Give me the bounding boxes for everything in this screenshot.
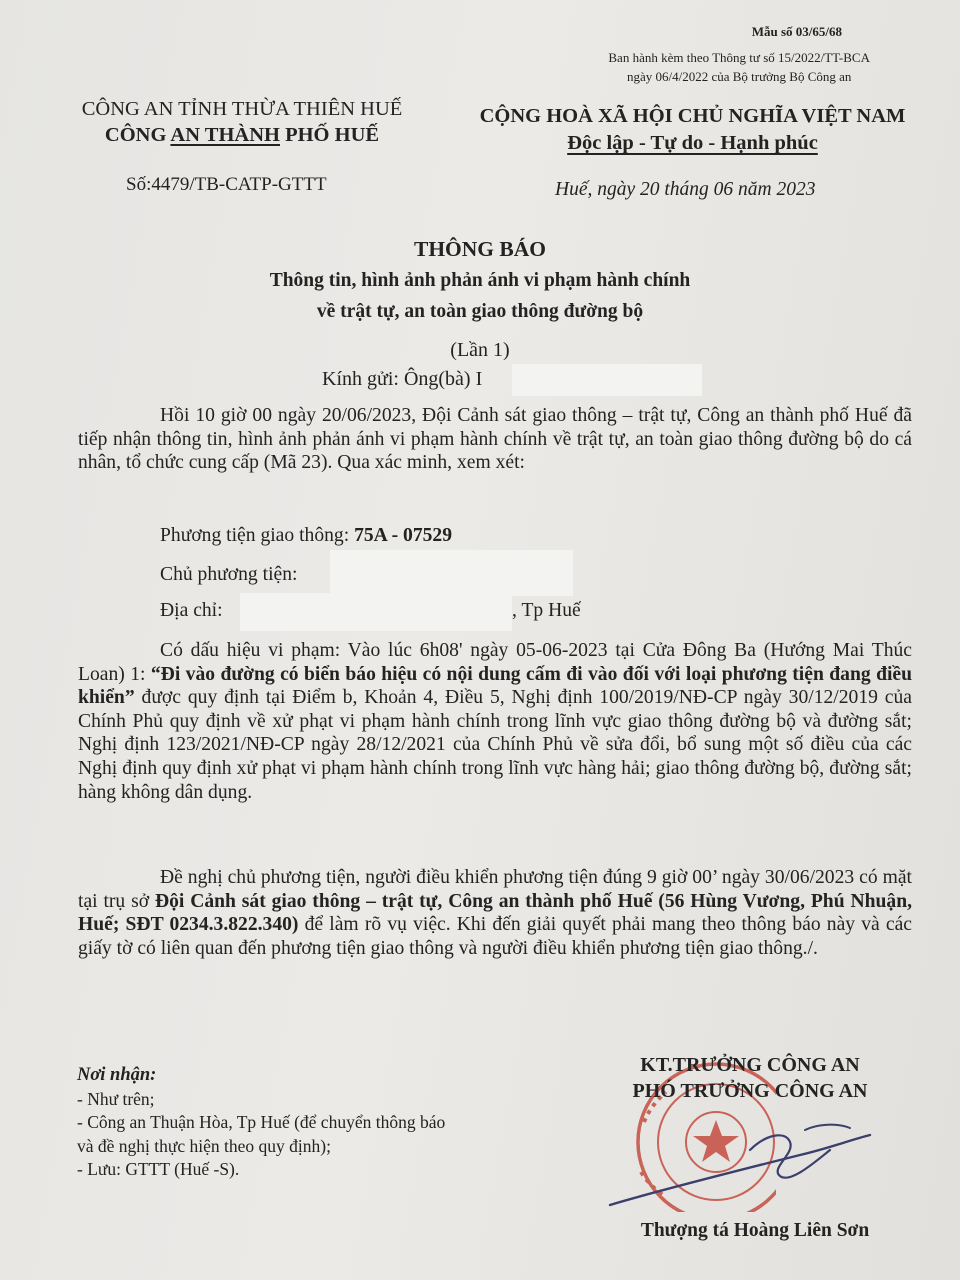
place-date: Huế, ngày 20 tháng 06 năm 2023 [555,179,816,200]
document-title: THÔNG BÁO [413,237,546,261]
recipient-item: - Lưu: GTTT (Huế -S). [77,1159,240,1179]
address-label: Địa chỉ: [160,600,223,621]
issued-with: Ban hành kèm theo Thông tư số 15/2022/TT-BCA [608,50,870,65]
redacted-address [240,593,512,631]
paragraph-violation: Có dấu hiệu vi phạm: Vào lúc 6h08' ngày 05-06-2023 tại Cửa Đông Ba (Hướng Mai Thúc Loan) 1: “Đi vào đường có biển báo hiệu có nội dung cấm đi vào đối với loại phương tiện đang điều khiển” được quy định tại Điểm b, Khoản 4, Điều 5, Nghị định 100/2019/NĐ-CP ngày 30/12/2019 của Chính Phủ quy định về xử phạt vi phạm hành chính trong lĩnh vực giao thông đường bộ và đường sắt; Nghị định 123/2021/NĐ-CP ngày 28/12/2021 của Chính Phủ về sửa đổi, bổ sung một số điều của các Nghị định quy định xử phạt vi phạm hành chính trong lĩnh vực hàng hải; giao thông đường bộ, đường sắt; hàng không dân dụng. [78,640,913,803]
nation-name: CỘNG HOÀ XÃ HỘI CHỦ NGHĨA VIỆT NAM [479,105,906,127]
document-heading [0,233,960,327]
signer-line-2: PHÓ TRƯỞNG CÔNG AN [632,1080,868,1102]
document-subtitle-1: Thông tin, hình ảnh phản ánh vi phạm hành chính [269,270,691,291]
national-title [450,103,935,157]
signer-line-1: KT.TRƯỞNG CÔNG AN [640,1054,860,1076]
agency-name: CÔNG AN THÀNH PHỐ HUẾ [104,124,380,146]
vehicle-plate: 75A - 07529 [354,525,453,546]
address-line [160,600,223,622]
violation-description: “Đi vào đường có biển báo hiệu có nội dung cấm đi vào đối với loại phương tiện đang điều khiển” [78,663,913,709]
vehicle-line [160,525,452,547]
owner-label: Chủ phương tiện: [160,564,298,585]
signer-title [580,1052,920,1104]
issued-date: ngày 06/4/2022 của Bộ trưởng Bộ Công an [626,69,852,84]
office-address: Đội Cảnh sát giao thông – trật tự, Công an thành phố Huế (56 Hùng Vương, Phú Nhuận, Huế; SĐT 0234.3.822.340) [78,890,912,936]
redacted-name [512,364,702,396]
recipient-item: - Như trên; [77,1088,155,1109]
recipients-block [77,1064,457,1182]
address-suffix: , Tp Huế [512,600,581,621]
owner-line [160,564,297,586]
document-number: Số:4479/TB-CATP-GTTT [126,174,327,195]
handwritten-signature [600,1110,920,1220]
notice-count: (Lần 1) [450,339,510,361]
redacted-owner [330,550,573,596]
paragraph-intro: Hồi 10 giờ 00 ngày 20/06/2023, Đội Cảnh sát giao thông – trật tự, Công an thành phố Huế đã tiếp nhận thông tin, hình ảnh phản ánh vi phạm hành chính về trật tự, an toàn giao thông đường bộ do cá nhân, tổ chức cung cấp (Mã 23). Qua xác minh, xem xét: [78,405,912,474]
form-number: Mẫu số 03/65/68 [751,24,842,39]
agency-parent: CÔNG AN TỈNH THỪA THIÊN HUẾ [81,98,403,120]
form-issued-note [608,48,870,86]
national-motto: Độc lập - Tự do - Hạnh phúc [567,132,818,154]
paragraph-request: Đề nghị chủ phương tiện, người điều khiển phương tiện đúng 9 giờ 00’ ngày 30/06/2023 có mặt tại trụ sở Đội Cảnh sát giao thông – trật tự, Công an thành phố Huế (56 Hùng Vương, Phú Nhuận, Huế; SĐT 0234.3.822.340) để làm rõ vụ việc. Khi đến giải quyết phải mang theo thông báo này và các giấy tờ có liên quan đến phương tiện giao thông và người điều khiển phương tiện giao thông./. [78,867,913,959]
signer-name: Thượng tá Hoàng Liên Sơn [640,1220,870,1241]
document-subtitle-2: về trật tự, an toàn giao thông đường bộ [316,301,644,322]
issuing-agency [62,96,422,148]
recipients-title: Nơi nhận: [77,1065,157,1085]
greeting: Kính gửi: Ông(bà) I [322,368,483,390]
recipient-item: - Công an Thuận Hòa, Tp Huế (để chuyển thông báo và đề nghị thực hiện theo quy định); [77,1112,446,1156]
vehicle-label: Phương tiện giao thông: [160,525,355,546]
